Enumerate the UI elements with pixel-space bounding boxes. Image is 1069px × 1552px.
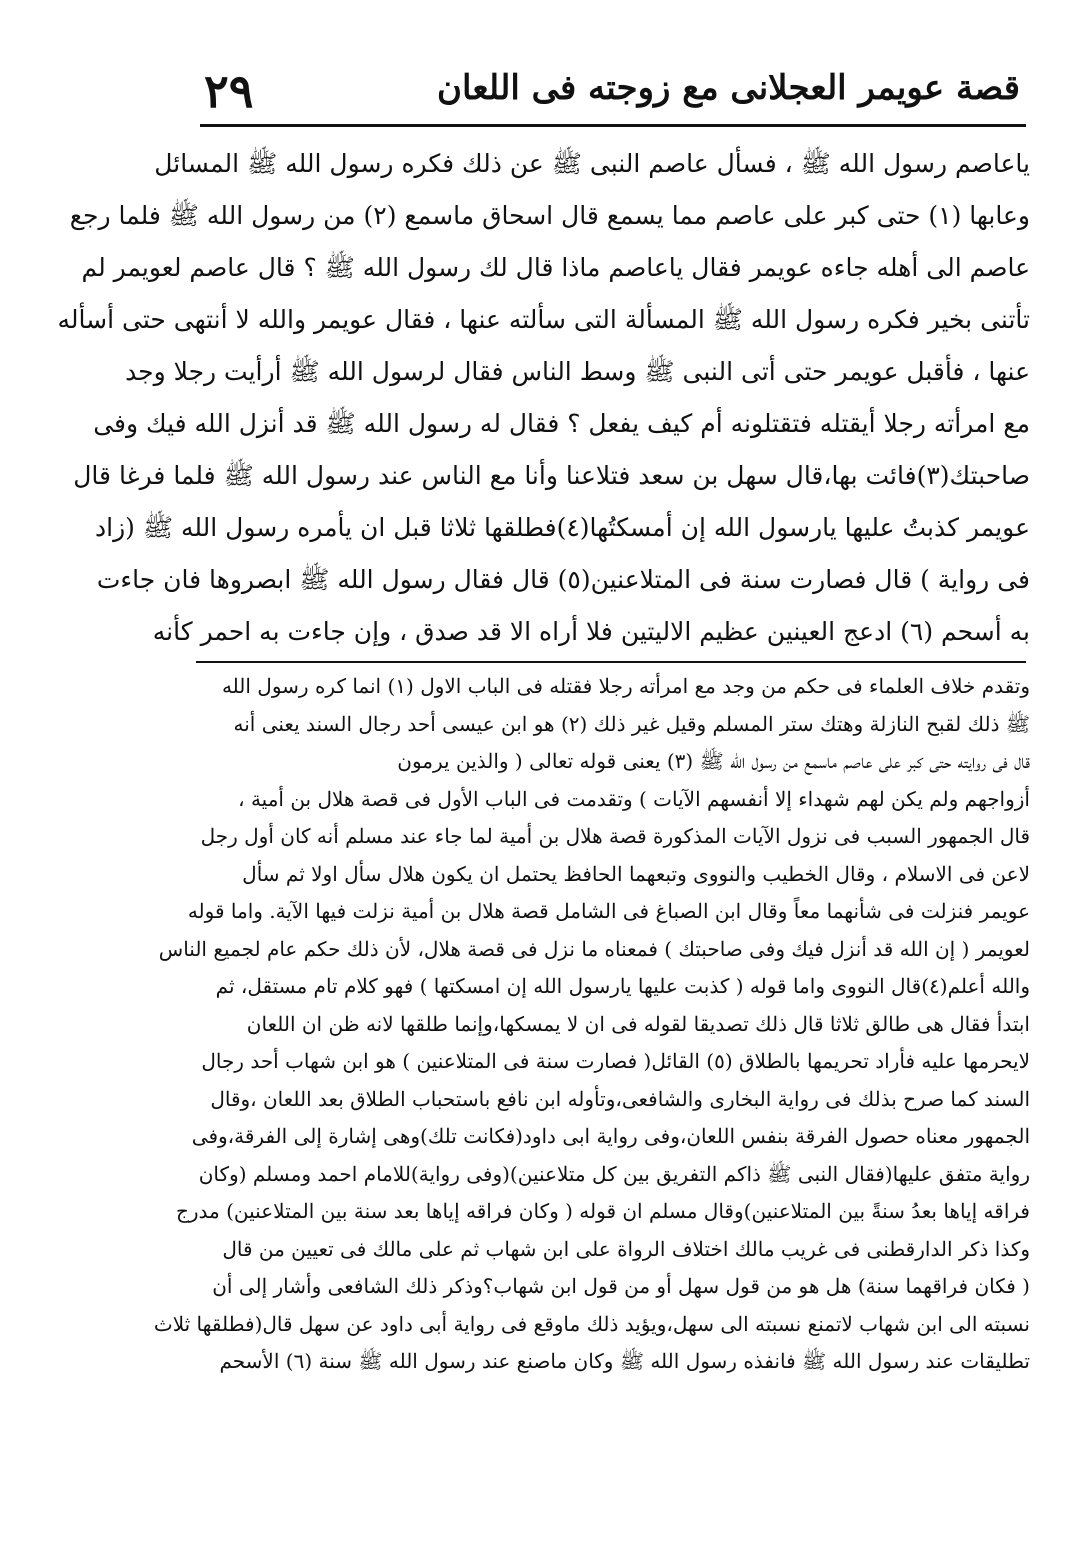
footnote-line: تطليقات عند رسول الله ﷺ فانفذه رسول الله ﷺ وكان ماصنع عند رسول الله ﷺ سنة (٦) الأسحم	[219, 1349, 1030, 1373]
footnote-line: نسبته الى ابن شهاب لاتمنع نسبته الى سهل،ويؤيد ذلك ماوقع فى رواية أبى داود عن سهل قال(فطلقها ثلاث	[153, 1311, 1030, 1336]
footnote-line: الجمهور معناه حصول الفرقة بنفس اللعان،وفى رواية ابى داود(فكانت تلك)وهى إشارة إلى الفرقة،وفى	[191, 1124, 1030, 1148]
main-text-line: عاصم الى أهله جاءه عويمر فقال ياعاصم ماذا قال لك رسول الله ﷺ ؟ قال عاصم لعويمر لم	[81, 253, 1030, 282]
header-divider	[200, 124, 1026, 127]
footnote-line: ﷺ ذلك لقبح النازلة وهتك ستر المسلم وقيل غير ذلك (٢) هو ابن عيسى أحد رجال السند يعنى أنه	[233, 711, 1030, 736]
footnote-line: لاعن فى الاسلام ، وقال الخطيب والنووى وتبعهما الحافظ يحتمل ان يكون هلال سأل اولا ثم سأل	[242, 861, 1030, 886]
main-text-line: ياعاصم رسول الله ﷺ ، فسأل عاصم النبى ﷺ عن ذلك فكره رسول الله ﷺ المسائل	[154, 149, 1030, 178]
page-number: ٢٩	[204, 64, 254, 118]
main-text-line: فى رواية ) قال فصارت سنة فى المتلاعنين(٥) قال فقال رسول الله ﷺ ابصروها فان جاءت	[96, 565, 1030, 594]
footnote-line: لايحرمها عليه فأراد تحريمها بالطلاق (٥) القائل( فصارت سنة فى المتلاعنين ) هو ابن شهاب أحد رجال	[201, 1049, 1030, 1073]
main-text-line: مع امرأته رجلا أيقتله فتقتلونه أم كيف يفعل ؟ فقال له رسول الله ﷺ قد أنزل الله فيك وفى	[93, 409, 1030, 438]
footnote-line: السند كما صرح بذلك فى رواية البخارى والشافعى،وتأوله ابن نافع باستحباب الطلاق بعد اللعان ،وقال	[210, 1086, 1030, 1111]
footnote-line: لعويمر ( إن الله قد أنزل فيك وفى صاحبتك ) فمعناه ما نزل فى قصة هلال، لأن ذلك حكم عام لجميع الناس	[158, 936, 1030, 961]
main-text-line: عويمر كذبتُ عليها يارسول الله إن أمسكتُها(٤)فطلقها ثلاثا قبل ان يأمره رسول الله ﷺ (زاد	[94, 513, 1030, 542]
footnote-line: وكذا ذكر الدارقطنى فى غريب مالك اختلاف الرواة على ابن شهاب ثم على مالك فى تعيين من قال	[222, 1236, 1030, 1261]
main-text-line: عنها ، فأقبل عويمر حتى أتى النبى ﷺ وسط الناس فقال لرسول الله ﷺ أرأيت رجلا وجد	[125, 357, 1030, 386]
footnote-line: عويمر فنزلت فى شأنهما معاً وقال ابن الصباغ فى الشامل قصة هلال بن أمية نزلت فيها الآية. واما قوله	[187, 899, 1030, 923]
main-text-block	[57, 138, 1030, 658]
main-text-line: به أسحم (٦) ادعج العينين عظيم الاليتين فلا أراه الا قد صدق ، وإن جاءت به احمر كأنه	[152, 617, 1030, 646]
footnote-line: وتقدم خلاف العلماء فى حكم من وجد مع امرأته رجلا فقتله فى الباب الاول (١) انما كره رسول الله	[221, 674, 1030, 698]
main-text-line: تأتنى بخير فكره رسول الله ﷺ المسألة التى سألته عنها ، فقال عويمر والله لا أنتهى حتى أسأله	[57, 305, 1030, 334]
footnote-line: ( فكان فراقهما سنة) هل هو من قول سهل أو من قول ابن شهاب؟وذكر ذلك الشافعى وأشار إلى أن	[212, 1274, 1030, 1298]
footnotes-block	[153, 668, 1030, 1381]
footnote-line: قال الجمهور السبب فى نزول الآيات المذكورة قصة هلال بن أمية لما جاء عند مسلم أنه كان أول رجل	[200, 824, 1030, 848]
footnote-line: والله أعلم(٤)قال النووى واما قوله ( كذبت عليها يارسول الله إن امسكتها ) فهو كلام تام مستقل، ثم	[215, 974, 1030, 998]
footnote-line: ابتدأ فقال هى طالق ثلاثا قال ذلك تصديقا لقوله فى ان لا يمسكها،وإنما طلقها لانه ظن ان اللعان	[246, 1011, 1030, 1036]
page-header	[190, 62, 1020, 132]
running-title: قصة عويمر العجلانى مع زوجته فى اللعان	[437, 68, 1020, 108]
footnote-line: قال فى روايته حتى كبر على عاصم ماسمع من رسول الله ﷺ (٣) يعنى قوله تعالى ( والذين يرمون	[397, 749, 1030, 773]
footnote-line: أزواجهم ولم يكن لهم شهداء إلا أنفسهم الآيات ) وتقدمت فى الباب الأول فى قصة هلال بن أمية ،	[238, 786, 1030, 811]
footnote-line: فراقه إياها بعدُ سنةً بين المتلاعنين)وقال مسلم ان قوله ( وكان فراقه إياها بعد سنة بين المتلاعنين) مدرج	[175, 1199, 1030, 1223]
footnote-divider	[196, 661, 1026, 663]
main-text-line: صاحبتك(٣)فائت بها،قال سهل بن سعد فتلاعنا وأنا مع الناس عند رسول الله ﷺ فلما فرغا قال	[73, 461, 1030, 490]
footnote-line: رواية متفق عليها(فقال النبى ﷺ ذاكم التفريق بين كل متلاعنين)(وفى رواية)للامام احمد ومسلم (وكان	[198, 1161, 1030, 1186]
main-text-line: وعابها (١) حتى كبر على عاصم مما يسمع قال اسحاق ماسمع (٢) من رسول الله ﷺ فلما رجع	[69, 201, 1030, 230]
